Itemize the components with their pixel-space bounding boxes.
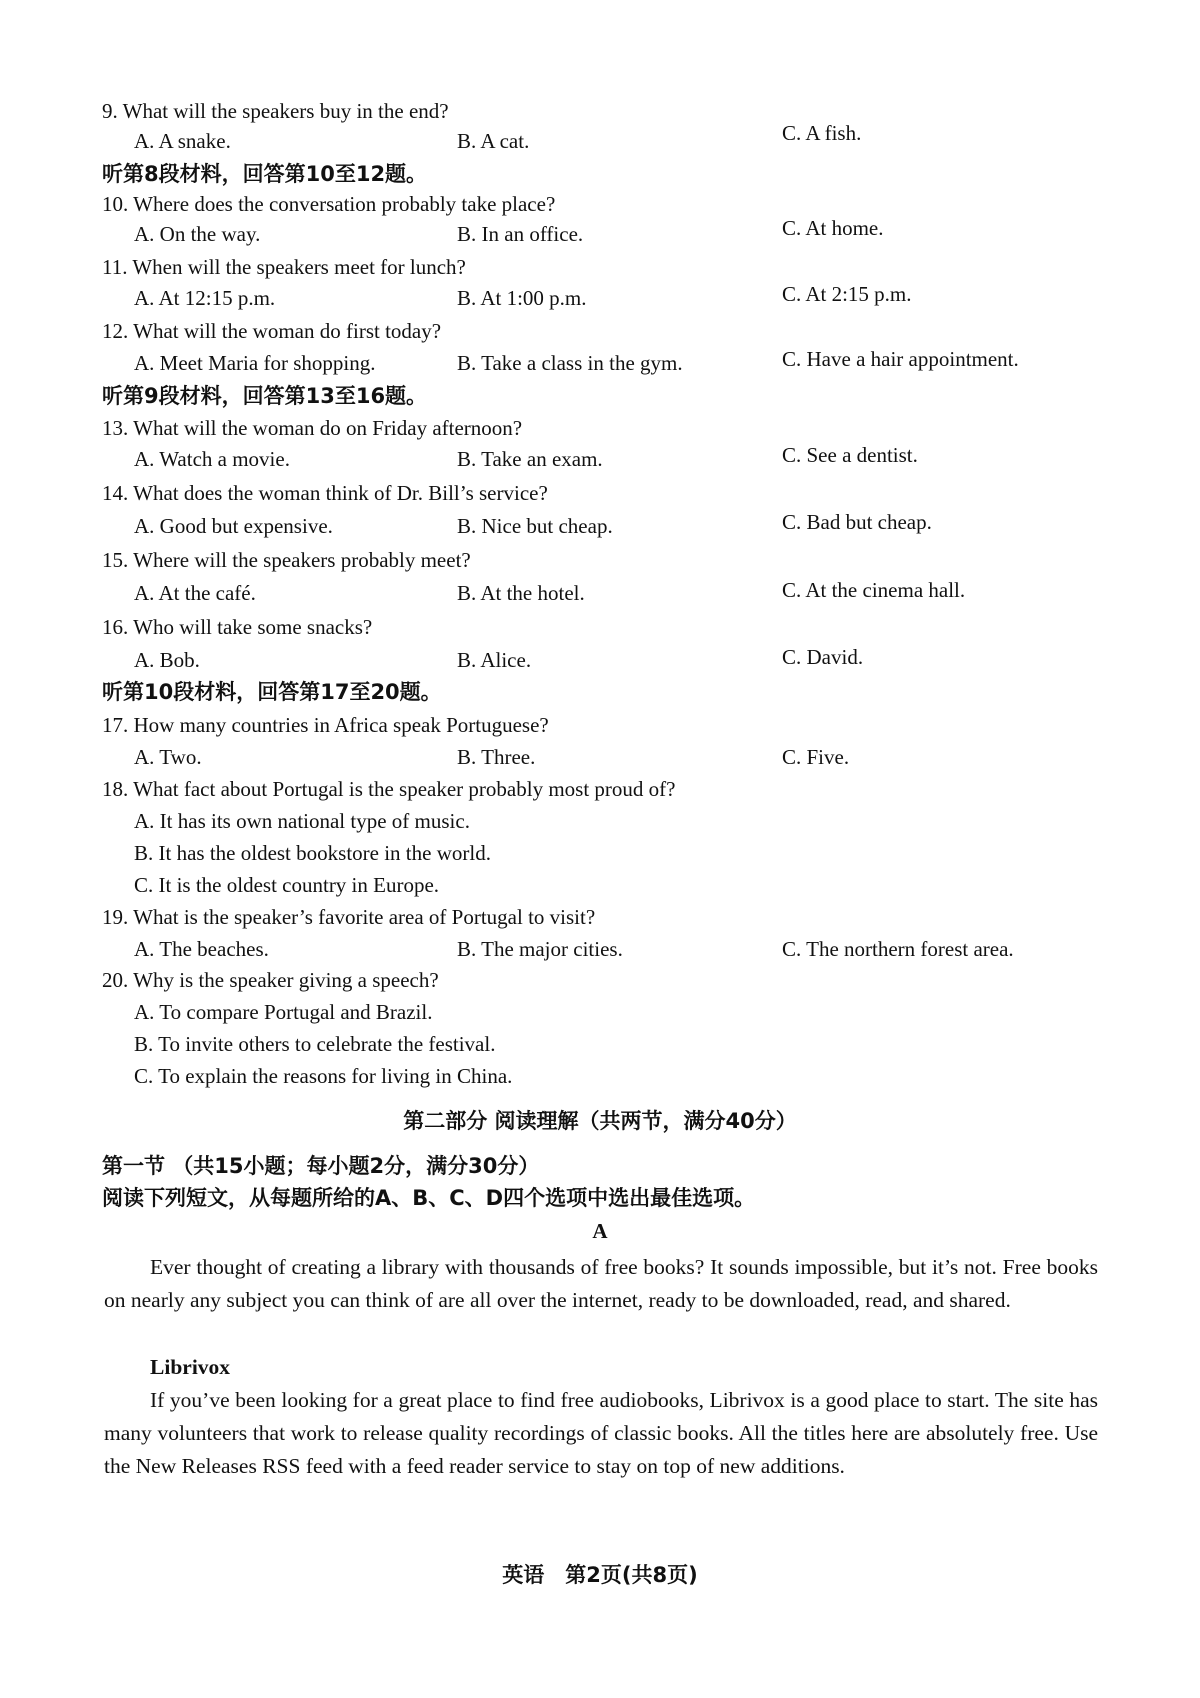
option-c: C. A fish. (782, 121, 862, 145)
passage-paragraph-1: Ever thought of creating a library with thousands of free books? It sounds impossible, but it’s not. Free books on nearly any subject you can think of are all over the internet, ready to be downloaded, read, and shared. (104, 1255, 1098, 1312)
option-a: A. On the way. (134, 222, 261, 246)
option-b: B. Take a class in the gym. (457, 351, 683, 375)
option-c: C. Have a hair appointment. (782, 347, 1019, 371)
question-15-options (0, 577, 1200, 609)
section-1-heading: 第一节 （共15小题；每小题2分，满分30分） (102, 1154, 540, 1178)
option-c: C. It is the oldest country in Europe. (134, 873, 440, 897)
question-stem: 10. Where does the conversation probably take place? (102, 192, 556, 216)
option-a: A. At 12:15 p.m. (134, 286, 276, 310)
reading-instruction: 阅读下列短文，从每题所给的A、B、C、D四个选项中选出最佳选项。 (102, 1186, 756, 1210)
section-9-instruction: 听第9段材料，回答第13至16题。 (102, 384, 428, 408)
question-9 (0, 95, 1200, 127)
option-c: C. See a dentist. (782, 443, 918, 467)
option-c: C. Five. (782, 745, 850, 769)
option-b: B. It has the oldest bookstore in the world. (134, 841, 491, 865)
question-11 (0, 251, 1200, 283)
question-17 (0, 709, 1200, 741)
option-b: B. At 1:00 p.m. (457, 286, 587, 310)
part-2-title: 第二部分 阅读理解（共两节，满分40分） (403, 1109, 797, 1133)
question-12-options (0, 347, 1200, 379)
question-stem: 18. What fact about Portugal is the speaker probably most proud of? (102, 777, 676, 801)
question-14 (0, 477, 1200, 509)
section-1-line (0, 1150, 1200, 1182)
option-b: B. The major cities. (457, 937, 623, 961)
question-16 (0, 611, 1200, 643)
question-stem: 19. What is the speaker’s favorite area of Portugal to visit? (102, 905, 596, 929)
option-a: A. To compare Portugal and Brazil. (134, 1000, 433, 1024)
option-b: B. Three. (457, 745, 536, 769)
question-10 (0, 188, 1200, 220)
option-a: A. Watch a movie. (134, 447, 290, 471)
option-a: A. It has its own national type of music. (134, 809, 470, 833)
option-b: B. To invite others to celebrate the festival. (134, 1032, 496, 1056)
question-stem: 11. When will the speakers meet for lunch? (102, 255, 466, 279)
question-18-option-a (0, 805, 1200, 837)
option-a: A. The beaches. (134, 937, 269, 961)
option-a: A. Meet Maria for shopping. (134, 351, 376, 375)
question-15 (0, 544, 1200, 576)
option-c: C. The northern forest area. (782, 937, 1014, 961)
question-18-option-b (0, 837, 1200, 869)
question-stem: 15. Where will the speakers probably meet? (102, 548, 471, 572)
page-footer: 英语 第2页(共8页) (502, 1563, 698, 1587)
question-18 (0, 773, 1200, 805)
question-20-option-c (0, 1060, 1200, 1092)
option-b: B. In an office. (457, 222, 584, 246)
question-17-options (0, 741, 1200, 773)
passage-label-line (0, 1215, 1200, 1247)
question-11-options (0, 282, 1200, 314)
question-19-options (0, 933, 1200, 965)
option-c: C. Bad but cheap. (782, 510, 932, 534)
question-20-option-a (0, 996, 1200, 1028)
question-14-options (0, 510, 1200, 542)
section-instruction (0, 676, 1200, 708)
question-16-options (0, 644, 1200, 676)
option-a: A. Bob. (134, 648, 200, 672)
question-stem: 17. How many countries in Africa speak Portuguese? (102, 713, 549, 737)
question-stem: 20. Why is the speaker giving a speech? (102, 968, 439, 992)
option-c: C. David. (782, 645, 864, 669)
section-instruction (0, 380, 1200, 412)
option-a: A. Good but expensive. (134, 514, 333, 538)
reading-instruction-line (0, 1182, 1200, 1214)
section-10-instruction: 听第10段材料，回答第17至20题。 (102, 680, 442, 704)
passage-paragraph-2: If you’ve been looking for a great place to find free audiobooks, Librivox is a good place to start. The site has many volunteers that work to release quality recordings of classic books. All the titles here are absolutely free. Use the New Releases RSS feed with a feed reader service to stay on top of new additions. (104, 1388, 1098, 1478)
passage-subhead: Librivox (150, 1355, 231, 1379)
question-stem: 16. Who will take some snacks? (102, 615, 373, 639)
option-c: C. At the cinema hall. (782, 578, 966, 602)
option-a: A. Two. (134, 745, 202, 769)
question-10-options (0, 218, 1200, 250)
question-13-options (0, 443, 1200, 475)
option-b: B. A cat. (457, 129, 530, 153)
question-stem: 9. What will the speakers buy in the end? (102, 99, 449, 123)
option-b: B. Take an exam. (457, 447, 603, 471)
question-20-option-b (0, 1028, 1200, 1060)
option-c: C. At 2:15 p.m. (782, 282, 912, 306)
option-a: A. At the café. (134, 581, 256, 605)
question-stem: 13. What will the woman do on Friday afternoon? (102, 416, 523, 440)
question-19 (0, 901, 1200, 933)
question-12 (0, 315, 1200, 347)
section-8-instruction: 听第8段材料，回答第10至12题。 (102, 162, 428, 186)
passage-label: A (592, 1219, 608, 1243)
option-b: B. Nice but cheap. (457, 514, 613, 538)
question-13 (0, 412, 1200, 444)
option-c: C. To explain the reasons for living in China. (134, 1064, 513, 1088)
option-b: B. Alice. (457, 648, 532, 672)
question-9-options (0, 121, 1200, 157)
question-18-option-c (0, 869, 1200, 901)
question-stem: 14. What does the woman think of Dr. Bill’s service? (102, 481, 548, 505)
question-20 (0, 964, 1200, 996)
section-instruction (0, 158, 1200, 190)
part-2-title-line (0, 1105, 1200, 1137)
option-b: B. At the hotel. (457, 581, 585, 605)
option-c: C. At home. (782, 216, 884, 240)
question-stem: 12. What will the woman do first today? (102, 319, 442, 343)
option-a: A. A snake. (134, 129, 231, 153)
